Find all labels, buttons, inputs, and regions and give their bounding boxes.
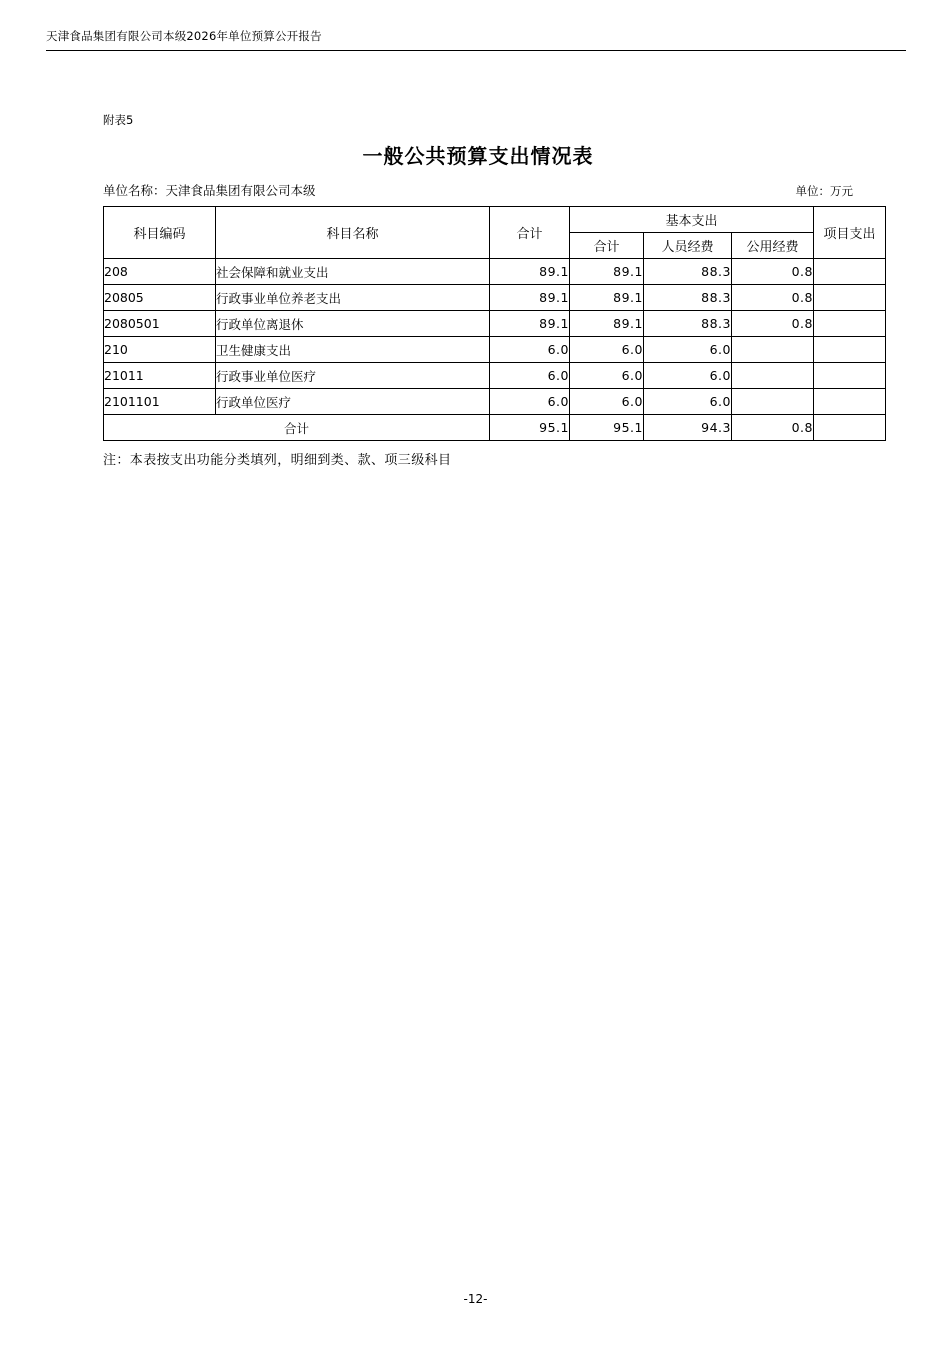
cell-personnel: 6.0 bbox=[644, 337, 732, 363]
header-personnel: 人员经费 bbox=[644, 233, 732, 259]
unit-measure-label: 单位：万元 bbox=[795, 184, 853, 198]
cell-basic-total: 6.0 bbox=[570, 389, 644, 415]
cell-code: 21011 bbox=[104, 363, 216, 389]
header-basic-expenditure: 基本支出 bbox=[570, 207, 814, 233]
cell-name: 行政单位医疗 bbox=[216, 389, 490, 415]
header-divider bbox=[46, 50, 906, 51]
cell-name: 卫生健康支出 bbox=[216, 337, 490, 363]
cell-total: 6.0 bbox=[490, 363, 570, 389]
table-body bbox=[104, 259, 886, 441]
cell-name: 行政事业单位医疗 bbox=[216, 363, 490, 389]
table-row bbox=[104, 259, 886, 285]
cell-name: 行政单位离退休 bbox=[216, 311, 490, 337]
page-footer bbox=[0, 1292, 951, 1306]
cell-total: 89.1 bbox=[490, 259, 570, 285]
header-code: 科目编码 bbox=[104, 207, 216, 259]
cell-project bbox=[814, 389, 886, 415]
cell-basic-total: 6.0 bbox=[570, 363, 644, 389]
header-total: 合计 bbox=[490, 207, 570, 259]
cell-public: 0.8 bbox=[732, 311, 814, 337]
cell-total: 6.0 bbox=[490, 389, 570, 415]
cell-personnel: 6.0 bbox=[644, 389, 732, 415]
table-meta-row bbox=[103, 181, 853, 201]
document-content bbox=[103, 112, 876, 468]
cell-project bbox=[814, 363, 886, 389]
cell-basic-total: 89.1 bbox=[570, 311, 644, 337]
cell-total: 6.0 bbox=[490, 337, 570, 363]
cell-code: 2080501 bbox=[104, 311, 216, 337]
cell-basic-total: 89.1 bbox=[570, 285, 644, 311]
cell-basic-total: 89.1 bbox=[570, 259, 644, 285]
table-head bbox=[104, 207, 886, 259]
table-row bbox=[104, 285, 886, 311]
cell-code: 208 bbox=[104, 259, 216, 285]
cell-personnel: 88.3 bbox=[644, 311, 732, 337]
table-row bbox=[104, 363, 886, 389]
table-note: 注：本表按支出功能分类填列，明细到类、款、项三级科目 bbox=[103, 453, 452, 468]
header-name: 科目名称 bbox=[216, 207, 490, 259]
cell-basic-total: 6.0 bbox=[570, 337, 644, 363]
cell-project bbox=[814, 311, 886, 337]
cell-personnel: 88.3 bbox=[644, 259, 732, 285]
running-header-title: 天津食品集团有限公司本级2026年单位预算公开报告 bbox=[46, 29, 322, 43]
table-header-row-1 bbox=[104, 207, 886, 233]
cell-project bbox=[814, 415, 886, 441]
cell-project bbox=[814, 337, 886, 363]
table-row bbox=[104, 389, 886, 415]
page-number: -12- bbox=[463, 1292, 488, 1306]
table-total-row bbox=[104, 415, 886, 441]
cell-public bbox=[732, 389, 814, 415]
cell-personnel: 94.3 bbox=[644, 415, 732, 441]
table-row bbox=[104, 337, 886, 363]
cell-public: 0.8 bbox=[732, 415, 814, 441]
cell-project bbox=[814, 285, 886, 311]
cell-code: 210 bbox=[104, 337, 216, 363]
cell-project bbox=[814, 259, 886, 285]
cell-public: 0.8 bbox=[732, 285, 814, 311]
page-title: 一般公共预算支出情况表 bbox=[362, 144, 594, 168]
unit-name-label: 单位名称：天津食品集团有限公司本级 bbox=[103, 183, 316, 198]
cell-personnel: 6.0 bbox=[644, 363, 732, 389]
cell-total: 89.1 bbox=[490, 285, 570, 311]
header-public: 公用经费 bbox=[732, 233, 814, 259]
cell-total: 95.1 bbox=[490, 415, 570, 441]
cell-total-label: 合计 bbox=[104, 415, 490, 441]
header-project-expenditure: 项目支出 bbox=[814, 207, 886, 259]
table-row bbox=[104, 311, 886, 337]
cell-public bbox=[732, 337, 814, 363]
running-header bbox=[46, 28, 906, 51]
cell-public: 0.8 bbox=[732, 259, 814, 285]
cell-name: 社会保障和就业支出 bbox=[216, 259, 490, 285]
cell-code: 20805 bbox=[104, 285, 216, 311]
attachment-label: 附表5 bbox=[103, 113, 134, 127]
budget-expenditure-table bbox=[103, 206, 886, 441]
cell-name: 行政事业单位养老支出 bbox=[216, 285, 490, 311]
cell-basic-total: 95.1 bbox=[570, 415, 644, 441]
cell-total: 89.1 bbox=[490, 311, 570, 337]
cell-code: 2101101 bbox=[104, 389, 216, 415]
header-basic-total: 合计 bbox=[570, 233, 644, 259]
cell-personnel: 88.3 bbox=[644, 285, 732, 311]
cell-public bbox=[732, 363, 814, 389]
